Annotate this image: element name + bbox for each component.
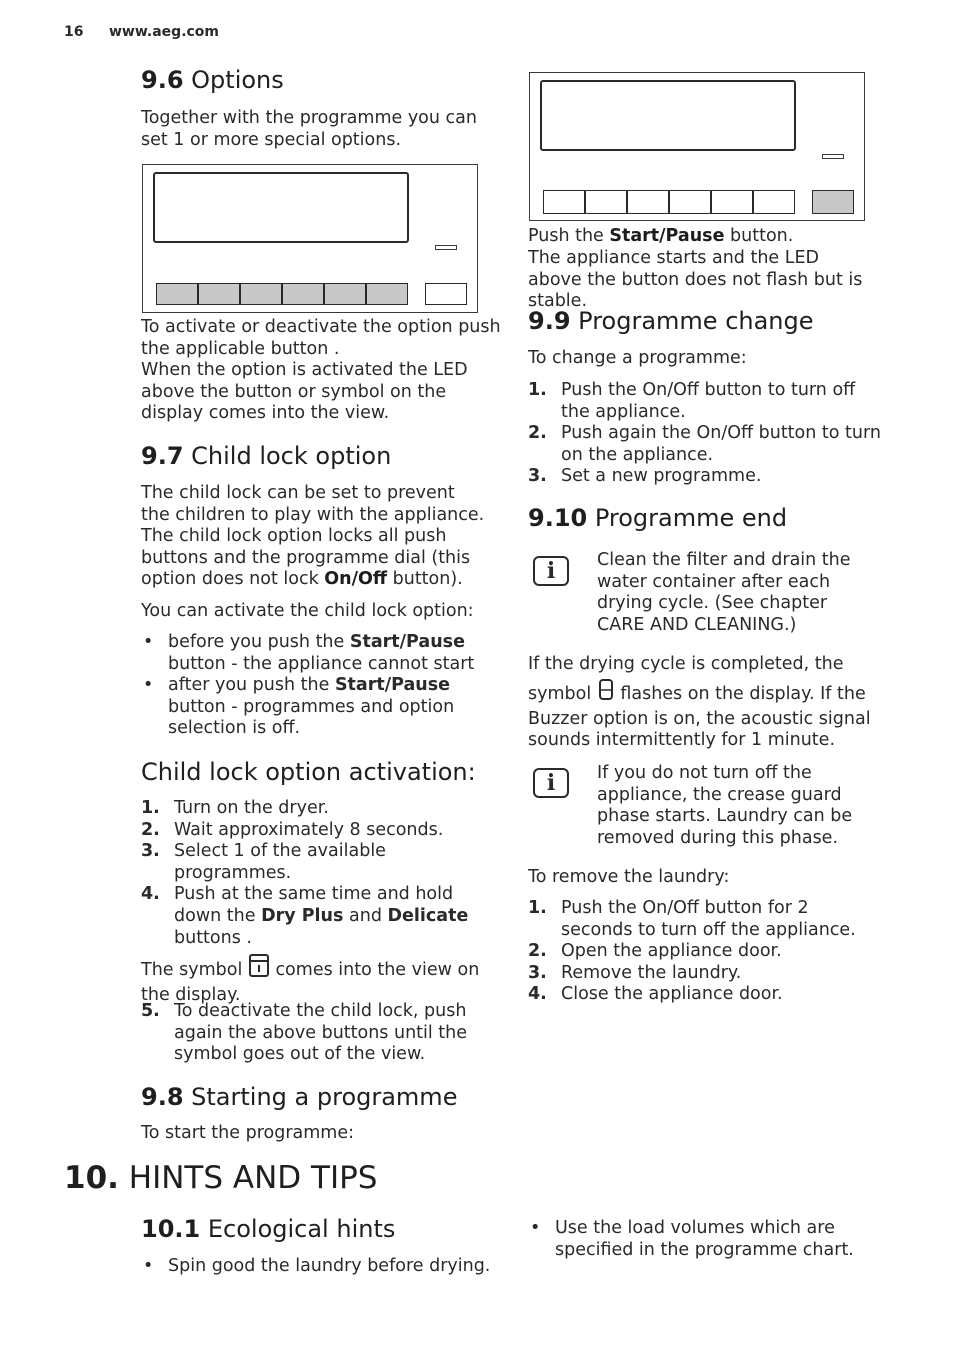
remove-laundry-intro: To remove the laundry: bbox=[528, 867, 730, 887]
section-9-8-heading: 9.8 Starting a programme bbox=[141, 1083, 458, 1111]
option-button bbox=[156, 283, 198, 305]
info-icon: i bbox=[533, 768, 569, 798]
section-9-9-heading: 9.9 Programme change bbox=[528, 307, 814, 335]
list-item: 2. Open the appliance door. bbox=[528, 941, 782, 962]
options-activate-text: To activate or deactivate the option push the applicable button . When the option is activated the LED above the button or symbol on the display comes into the view. bbox=[141, 317, 501, 424]
option-button bbox=[198, 283, 240, 305]
option-button bbox=[585, 190, 627, 214]
start-pause-button bbox=[812, 190, 854, 214]
control-panel-start bbox=[529, 72, 865, 221]
eco-hints-right bbox=[529, 1218, 859, 1261]
option-button bbox=[627, 190, 669, 214]
drying-completed-text: symbol flashes on the display. If the Buzzer option is on, the acoustic signal sounds intermittently for 1 minute. bbox=[528, 678, 873, 752]
website-url: www.aeg.com bbox=[109, 24, 220, 40]
list-item: • Spin good the laundry before drying. bbox=[143, 1256, 491, 1276]
display-screen bbox=[540, 80, 796, 151]
start-led-text: The appliance starts and the LED above the button does not flash but is stable. bbox=[528, 248, 863, 312]
start-programme-intro: To start the programme: bbox=[141, 1123, 354, 1143]
options-intro: Together with the programme you can set 1 or more special options. bbox=[141, 108, 477, 150]
option-button bbox=[366, 283, 408, 305]
section-9-7-heading: 9.7 Child lock option bbox=[141, 442, 392, 470]
child-lock-icon bbox=[248, 954, 270, 985]
list-item: 5. To deactivate the child lock, push again the above buttons until the symbol goes out of the view. bbox=[141, 1001, 468, 1065]
child-lock-bullets bbox=[142, 632, 498, 740]
option-button bbox=[240, 283, 282, 305]
programme-change-steps bbox=[528, 380, 884, 488]
control-panel-options bbox=[142, 164, 478, 313]
section-9-6-heading: 9.6 Options bbox=[141, 66, 284, 94]
list-item: • after you push the Start/Pause button - programmes and option selection is off. bbox=[143, 675, 455, 739]
section-9-10-heading: 9.10 Programme end bbox=[528, 504, 788, 532]
option-button bbox=[753, 190, 795, 214]
list-item: 3. Set a new programme. bbox=[528, 466, 762, 487]
list-item: 1. Push the On/Off button to turn off the appliance. bbox=[528, 380, 856, 422]
child-lock-activate-intro: You can activate the child lock option: bbox=[141, 601, 474, 621]
info-note-crease-guard: If you do not turn off the appliance, the crease guard phase starts. Laundry can be removed during this phase. bbox=[597, 763, 853, 848]
list-item: 2. Push again the On/Off button to turn on the appliance. bbox=[528, 423, 881, 465]
led-indicator bbox=[822, 154, 844, 159]
drying-completed-line1: If the drying cycle is completed, the bbox=[528, 654, 844, 674]
list-item: 4. Close the appliance door. bbox=[528, 984, 783, 1005]
display-screen bbox=[153, 172, 409, 243]
list-item: 3. Select 1 of the available programmes. bbox=[141, 841, 386, 883]
section-10-heading: 10. HINTS AND TIPS bbox=[64, 1160, 378, 1196]
child-lock-activation-heading: Child lock option activation: bbox=[141, 758, 476, 786]
page-number: 16 bbox=[64, 24, 84, 40]
option-button bbox=[669, 190, 711, 214]
child-lock-symbol-text: The symbol comes into the view on the display. bbox=[141, 954, 481, 1006]
list-item: 1. Push the On/Off button for 2 seconds to turn off the appliance. bbox=[528, 898, 856, 940]
eco-hints-left bbox=[142, 1256, 502, 1278]
start-push-text: Push the Start/Pause button. bbox=[528, 226, 794, 246]
programme-change-intro: To change a programme: bbox=[528, 348, 747, 368]
start-pause-button bbox=[425, 283, 467, 305]
info-icon: i bbox=[533, 556, 569, 586]
list-item: 2. Wait approximately 8 seconds. bbox=[141, 819, 444, 840]
section-10-1-heading: 10.1 Ecological hints bbox=[141, 1215, 396, 1243]
child-lock-description: The child lock can be set to prevent the children to play with the appliance. The child lock option locks all push buttons and the programme dial (this option does not lock On/Off button). bbox=[141, 483, 485, 590]
list-item: • before you push the Start/Pause button - the appliance cannot start bbox=[143, 632, 475, 674]
option-button bbox=[324, 283, 366, 305]
option-button bbox=[711, 190, 753, 214]
deactivation-step bbox=[141, 1001, 481, 1066]
info-note-filter: Clean the filter and drain the water container after each drying cycle. (See chapter CARE AND CLEANING.) bbox=[597, 550, 851, 635]
list-item: 1. Turn on the dryer. bbox=[141, 798, 329, 818]
end-symbol-icon bbox=[597, 678, 615, 709]
remove-laundry-steps bbox=[528, 898, 873, 1006]
led-indicator bbox=[435, 245, 457, 250]
list-item: 3. Remove the laundry. bbox=[528, 962, 742, 983]
option-button bbox=[543, 190, 585, 214]
list-item: 4. Push at the same time and hold down the Dry Plus and Delicate buttons . bbox=[141, 884, 469, 948]
option-button bbox=[282, 283, 324, 305]
list-item: • Use the load volumes which are specified in the programme chart. bbox=[530, 1218, 854, 1260]
activation-steps bbox=[141, 798, 481, 949]
